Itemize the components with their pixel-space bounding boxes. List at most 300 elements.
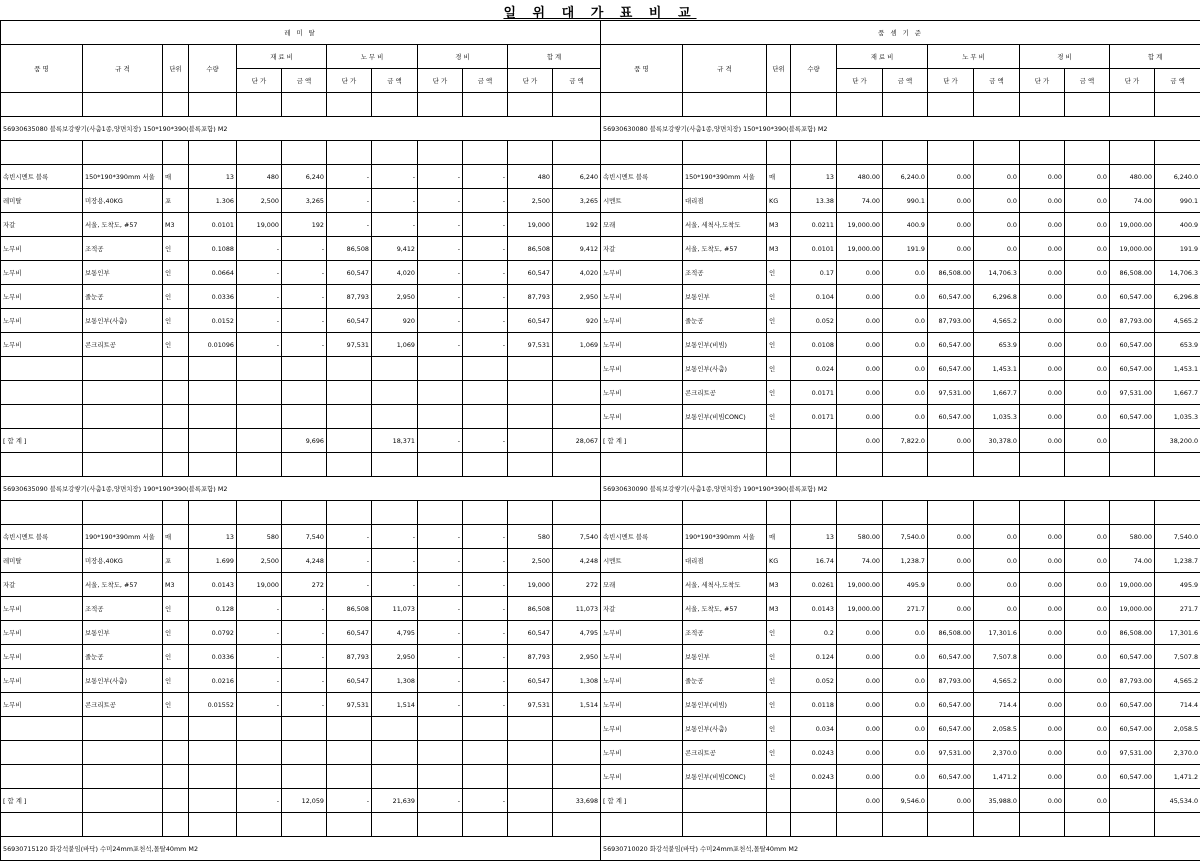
unit: M3: [163, 213, 189, 237]
empty-row: [1, 93, 601, 117]
empty-cell: [372, 381, 418, 405]
unit: 인: [163, 261, 189, 285]
unit: 매: [163, 525, 189, 549]
qty: 0.0243: [791, 765, 837, 789]
empty-cell: [1, 453, 83, 477]
empty-cell: [1110, 93, 1155, 117]
left-table-body: [1, 93, 601, 861]
item-name: 노무비: [1, 645, 83, 669]
unit: 포: [163, 549, 189, 573]
labor-amount: 4,565.2: [974, 309, 1020, 333]
unit: 인: [767, 357, 791, 381]
unit: 인: [163, 645, 189, 669]
qty: 0.2: [791, 621, 837, 645]
total-unit-price: 60,547.00: [1110, 645, 1155, 669]
labor-amount: 0.0: [974, 165, 1020, 189]
empty-cell: [508, 93, 553, 117]
empty-cell: [1065, 93, 1110, 117]
spec: 조적공: [683, 621, 767, 645]
spec: 서울, 세척사,도착도: [683, 573, 767, 597]
expense-amount: -: [463, 597, 508, 621]
qty: 0.052: [791, 309, 837, 333]
labor-unit-price: 86,508.00: [928, 261, 974, 285]
expense-amount: 0.0: [1065, 213, 1110, 237]
empty-cell: [791, 453, 837, 477]
total-unit-price: 86,508.00: [1110, 621, 1155, 645]
expense-unit-price: -: [418, 309, 463, 333]
empty-cell: [327, 453, 372, 477]
table-row: [1, 309, 601, 333]
item-name: 노무비: [601, 381, 683, 405]
total-amount: 1,035.3: [1155, 405, 1200, 429]
table-row: [601, 741, 1200, 765]
total-amount: 4,020: [553, 261, 601, 285]
expense-amount: -: [463, 525, 508, 549]
empty-cell: [83, 381, 163, 405]
qty: 0.0243: [791, 741, 837, 765]
empty-cell: [508, 501, 553, 525]
qty: 0.0171: [791, 405, 837, 429]
labor-amount: 7,507.8: [974, 645, 1020, 669]
material-unit-price: -: [237, 597, 282, 621]
table-row: [601, 237, 1200, 261]
empty-cell: [327, 501, 372, 525]
qty: 0.024: [791, 357, 837, 381]
qty: 0.0143: [791, 597, 837, 621]
empty-cell: [83, 765, 163, 789]
table-row: [1, 213, 601, 237]
material-amount: 400.9: [883, 213, 928, 237]
unit: 인: [767, 645, 791, 669]
expense-amount: -: [463, 261, 508, 285]
expense-unit-price: 0.00: [1020, 285, 1065, 309]
material-amount: 0.0: [883, 309, 928, 333]
unit: 인: [767, 405, 791, 429]
col-total: 합 계: [1110, 45, 1200, 69]
labor-unit-price: 86,508: [327, 237, 372, 261]
empty-cell: [163, 813, 189, 837]
empty-cell: [974, 93, 1020, 117]
item-name: 노무비: [601, 309, 683, 333]
material-amount: 0.0: [883, 381, 928, 405]
empty-cell: [553, 717, 601, 741]
labor-unit-price: 0.00: [928, 573, 974, 597]
labor-amount: 653.9: [974, 333, 1020, 357]
col-labor: 노 무 비: [327, 45, 418, 69]
sum-cell: [791, 429, 837, 453]
material-amount: 0.0: [883, 405, 928, 429]
empty-cell: [1020, 93, 1065, 117]
empty-cell: [1, 357, 83, 381]
empty-row: [1, 453, 601, 477]
total-amount: 714.4: [1155, 693, 1200, 717]
material-unit-price: 2,500: [237, 189, 282, 213]
empty-cell: [1155, 141, 1200, 165]
sum-cell: 18,371: [372, 429, 418, 453]
empty-cell: [189, 453, 237, 477]
table-row: [601, 765, 1200, 789]
empty-cell: [189, 405, 237, 429]
sum-cell: [83, 429, 163, 453]
spec: 조적공: [83, 237, 163, 261]
material-amount: 6,240.0: [883, 165, 928, 189]
unit: M3: [767, 237, 791, 261]
empty-cell: [883, 501, 928, 525]
empty-cell: [83, 717, 163, 741]
total-unit-price: 60,547: [508, 261, 553, 285]
total-amount: 4,795: [553, 621, 601, 645]
labor-amount: 2,058.5: [974, 717, 1020, 741]
sum-label: [ 합 계 ]: [1, 429, 83, 453]
left-panel: [0, 20, 600, 819]
empty-cell: [237, 141, 282, 165]
sum-cell: 21,639: [372, 789, 418, 813]
item-name: 노무비: [601, 693, 683, 717]
empty-cell: [237, 717, 282, 741]
empty-cell: [463, 765, 508, 789]
table-row: [601, 621, 1200, 645]
empty-cell: [163, 141, 189, 165]
empty-row: [1, 813, 601, 837]
qty: 0.034: [791, 717, 837, 741]
empty-cell: [463, 381, 508, 405]
sum-cell: -: [418, 429, 463, 453]
material-amount: 0.0: [883, 645, 928, 669]
spec: 조적공: [83, 597, 163, 621]
labor-unit-price: -: [327, 573, 372, 597]
empty-cell: [237, 813, 282, 837]
expense-amount: 0.0: [1065, 741, 1110, 765]
empty-cell: [83, 741, 163, 765]
labor-amount: 14,706.3: [974, 261, 1020, 285]
unit: 인: [767, 333, 791, 357]
empty-cell: [282, 717, 327, 741]
sum-cell: 7,822.0: [883, 429, 928, 453]
empty-cell: [508, 405, 553, 429]
sum-label: [ 합 계 ]: [601, 429, 683, 453]
col-amount: 금 액: [883, 69, 928, 93]
expense-amount: 0.0: [1065, 189, 1110, 213]
spec: 줄눈공: [683, 309, 767, 333]
table-row: [1, 525, 601, 549]
material-unit-price: 19,000.00: [837, 573, 883, 597]
empty-cell: [601, 141, 683, 165]
item-name: 노무비: [601, 717, 683, 741]
sum-cell: 9,696: [282, 429, 327, 453]
sum-cell: 9,546.0: [883, 789, 928, 813]
table-row: [601, 165, 1200, 189]
empty-cell: [553, 357, 601, 381]
spec: 보통인부: [683, 285, 767, 309]
qty: 1.306: [189, 189, 237, 213]
col-unit-price: 단 가: [237, 69, 282, 93]
labor-unit-price: -: [327, 213, 372, 237]
material-amount: -: [282, 333, 327, 357]
spec: 서울, 세척사,도착도: [683, 213, 767, 237]
empty-cell: [163, 453, 189, 477]
empty-cell: [327, 381, 372, 405]
empty-cell: [553, 741, 601, 765]
empty-cell: [601, 501, 683, 525]
table-row: [1, 621, 601, 645]
labor-unit-price: 0.00: [928, 165, 974, 189]
total-amount: 1,667.7: [1155, 381, 1200, 405]
sum-cell: 0.00: [837, 429, 883, 453]
empty-cell: [372, 501, 418, 525]
total-amount: 272: [553, 573, 601, 597]
material-amount: 0.0: [883, 621, 928, 645]
empty-cell: [83, 141, 163, 165]
material-amount: 0.0: [883, 717, 928, 741]
empty-cell: [372, 717, 418, 741]
empty-row: [601, 93, 1200, 117]
material-unit-price: 0.00: [837, 261, 883, 285]
spec: 보통인부(비빔): [683, 693, 767, 717]
empty-cell: [1065, 501, 1110, 525]
qty: 13: [791, 525, 837, 549]
item-name: 모래: [601, 573, 683, 597]
item-name: 노무비: [601, 669, 683, 693]
empty-cell: [163, 381, 189, 405]
expense-unit-price: 0.00: [1020, 357, 1065, 381]
empty-cell: [883, 453, 928, 477]
section-header-row: [601, 477, 1200, 501]
empty-cell: [1, 765, 83, 789]
sum-cell: [683, 789, 767, 813]
empty-cell: [372, 405, 418, 429]
table-row: [601, 189, 1200, 213]
total-unit-price: 74.00: [1110, 189, 1155, 213]
material-unit-price: 2,500: [237, 549, 282, 573]
table-row: [601, 213, 1200, 237]
labor-unit-price: 87,793.00: [928, 309, 974, 333]
total-amount: 7,540.0: [1155, 525, 1200, 549]
empty-cell: [1, 501, 83, 525]
empty-cell: [837, 501, 883, 525]
empty-cell: [1065, 813, 1110, 837]
total-unit-price: 87,793: [508, 645, 553, 669]
material-amount: -: [282, 669, 327, 693]
empty-cell: [282, 741, 327, 765]
empty-cell: [418, 717, 463, 741]
expense-unit-price: 0.00: [1020, 693, 1065, 717]
material-amount: 0.0: [883, 333, 928, 357]
col-unit-price: 단 가: [928, 69, 974, 93]
sum-cell: -: [327, 789, 372, 813]
item-name: 자갈: [601, 597, 683, 621]
sum-cell: 12,059: [282, 789, 327, 813]
unit: 인: [163, 285, 189, 309]
empty-cell: [463, 93, 508, 117]
group-header: 레 미 탈: [1, 21, 601, 45]
empty-row: [1, 501, 601, 525]
labor-unit-price: 60,547.00: [928, 693, 974, 717]
material-unit-price: 0.00: [837, 669, 883, 693]
labor-amount: 0.0: [974, 189, 1020, 213]
labor-amount: 1,035.3: [974, 405, 1020, 429]
material-unit-price: 0.00: [837, 645, 883, 669]
empty-cell: [463, 405, 508, 429]
spec: 보통인부(사춤): [683, 717, 767, 741]
table-row: [1, 165, 601, 189]
sum-row: [601, 789, 1200, 813]
expense-unit-price: 0.00: [1020, 573, 1065, 597]
labor-amount: 0.0: [974, 213, 1020, 237]
empty-cell: [282, 405, 327, 429]
col-amount: 금 액: [1065, 69, 1110, 93]
table-row: [601, 717, 1200, 741]
expense-amount: 0.0: [1065, 357, 1110, 381]
expense-unit-price: 0.00: [1020, 765, 1065, 789]
empty-cell: [237, 405, 282, 429]
expense-unit-price: 0.00: [1020, 549, 1065, 573]
material-unit-price: -: [237, 237, 282, 261]
material-unit-price: -: [237, 621, 282, 645]
section-code: 56930630090 블록보강쌓기(사춤1종,양면치장) 190*190*390(블록포함) M2: [601, 477, 1200, 501]
empty-cell: [974, 813, 1020, 837]
total-amount: 7,507.8: [1155, 645, 1200, 669]
expense-amount: 0.0: [1065, 597, 1110, 621]
expense-unit-price: 0.00: [1020, 669, 1065, 693]
empty-cell: [1065, 453, 1110, 477]
empty-cell: [237, 93, 282, 117]
qty: 0.0336: [189, 285, 237, 309]
spec: 190*190*390mm 서울: [83, 525, 163, 549]
expense-unit-price: -: [418, 165, 463, 189]
material-unit-price: -: [237, 285, 282, 309]
item-name: 자갈: [1, 573, 83, 597]
left-table: [0, 20, 601, 861]
qty: 16.74: [791, 549, 837, 573]
empty-cell: [189, 813, 237, 837]
sum-cell: [163, 789, 189, 813]
sum-label: [ 합 계 ]: [1, 789, 83, 813]
empty-cell: [974, 453, 1020, 477]
col-amount: 금 액: [553, 69, 601, 93]
labor-unit-price: 60,547: [327, 621, 372, 645]
section-header-row: [1, 837, 601, 861]
empty-cell: [237, 501, 282, 525]
labor-amount: 2,370.0: [974, 741, 1020, 765]
total-unit-price: 74.00: [1110, 549, 1155, 573]
section-header-row: [601, 837, 1200, 861]
qty: 0.0216: [189, 669, 237, 693]
expense-unit-price: 0.00: [1020, 333, 1065, 357]
section-code: 56930635090 블록보강쌓기(사춤1종,양면치장) 190*190*390(블록포함) M2: [1, 477, 601, 501]
unit: 인: [767, 669, 791, 693]
total-unit-price: 19,000.00: [1110, 213, 1155, 237]
total-amount: 4,565.2: [1155, 309, 1200, 333]
labor-amount: 9,412: [372, 237, 418, 261]
empty-row: [1, 357, 601, 381]
empty-cell: [237, 381, 282, 405]
empty-cell: [418, 93, 463, 117]
total-amount: 6,240: [553, 165, 601, 189]
empty-cell: [553, 93, 601, 117]
table-row: [1, 285, 601, 309]
empty-cell: [83, 813, 163, 837]
col-unit-price: 단 가: [508, 69, 553, 93]
sum-cell: [83, 789, 163, 813]
material-unit-price: 74.00: [837, 549, 883, 573]
total-amount: 400.9: [1155, 213, 1200, 237]
empty-cell: [1155, 501, 1200, 525]
col-unit-price: 단 가: [327, 69, 372, 93]
expense-unit-price: 0.00: [1020, 213, 1065, 237]
item-name: 노무비: [601, 333, 683, 357]
table-row: [1, 573, 601, 597]
material-amount: 272: [282, 573, 327, 597]
item-name: 속빈시멘트 블록: [601, 165, 683, 189]
total-amount: 6,240.0: [1155, 165, 1200, 189]
total-unit-price: 60,547.00: [1110, 765, 1155, 789]
unit: M3: [163, 573, 189, 597]
sum-cell: [791, 789, 837, 813]
sum-cell: [508, 789, 553, 813]
spec: 보통인부: [83, 261, 163, 285]
total-amount: 920: [553, 309, 601, 333]
total-amount: 990.1: [1155, 189, 1200, 213]
material-unit-price: 0.00: [837, 309, 883, 333]
empty-cell: [508, 453, 553, 477]
table-row: [1, 645, 601, 669]
total-amount: 1,471.2: [1155, 765, 1200, 789]
sum-cell: [237, 429, 282, 453]
empty-cell: [189, 93, 237, 117]
col-unit-price: 단 가: [1020, 69, 1065, 93]
spec: 190*190*390mm 서울: [683, 525, 767, 549]
expense-unit-price: 0.00: [1020, 261, 1065, 285]
empty-cell: [767, 141, 791, 165]
total-amount: 2,370.0: [1155, 741, 1200, 765]
expense-unit-price: 0.00: [1020, 237, 1065, 261]
empty-cell: [1020, 501, 1065, 525]
expense-unit-price: -: [418, 261, 463, 285]
total-unit-price: 87,793.00: [1110, 669, 1155, 693]
empty-cell: [372, 357, 418, 381]
unit: 인: [163, 669, 189, 693]
col-qty: 수량: [189, 45, 237, 93]
material-amount: 0.0: [883, 741, 928, 765]
unit: 인: [163, 237, 189, 261]
total-unit-price: 60,547: [508, 669, 553, 693]
material-amount: 271.7: [883, 597, 928, 621]
col-amount: 금 액: [372, 69, 418, 93]
spec: 서울, 도착도, #57: [683, 597, 767, 621]
material-amount: 495.9: [883, 573, 928, 597]
qty: 0.0143: [189, 573, 237, 597]
col-item: 품 명: [1, 45, 83, 93]
qty: 0.0108: [791, 333, 837, 357]
material-unit-price: 19,000: [237, 573, 282, 597]
spec: 보통인부(사춤): [83, 309, 163, 333]
labor-unit-price: 97,531: [327, 693, 372, 717]
material-amount: -: [282, 645, 327, 669]
expense-amount: -: [463, 645, 508, 669]
expense-amount: 0.0: [1065, 165, 1110, 189]
expense-unit-price: 0.00: [1020, 381, 1065, 405]
empty-cell: [418, 381, 463, 405]
total-unit-price: 2,500: [508, 189, 553, 213]
expense-amount: -: [463, 237, 508, 261]
sum-cell: 35,988.0: [974, 789, 1020, 813]
labor-amount: 2,950: [372, 285, 418, 309]
table-row: [601, 381, 1200, 405]
expense-amount: -: [463, 189, 508, 213]
labor-unit-price: 97,531.00: [928, 741, 974, 765]
labor-unit-price: 0.00: [928, 213, 974, 237]
empty-row: [1, 381, 601, 405]
